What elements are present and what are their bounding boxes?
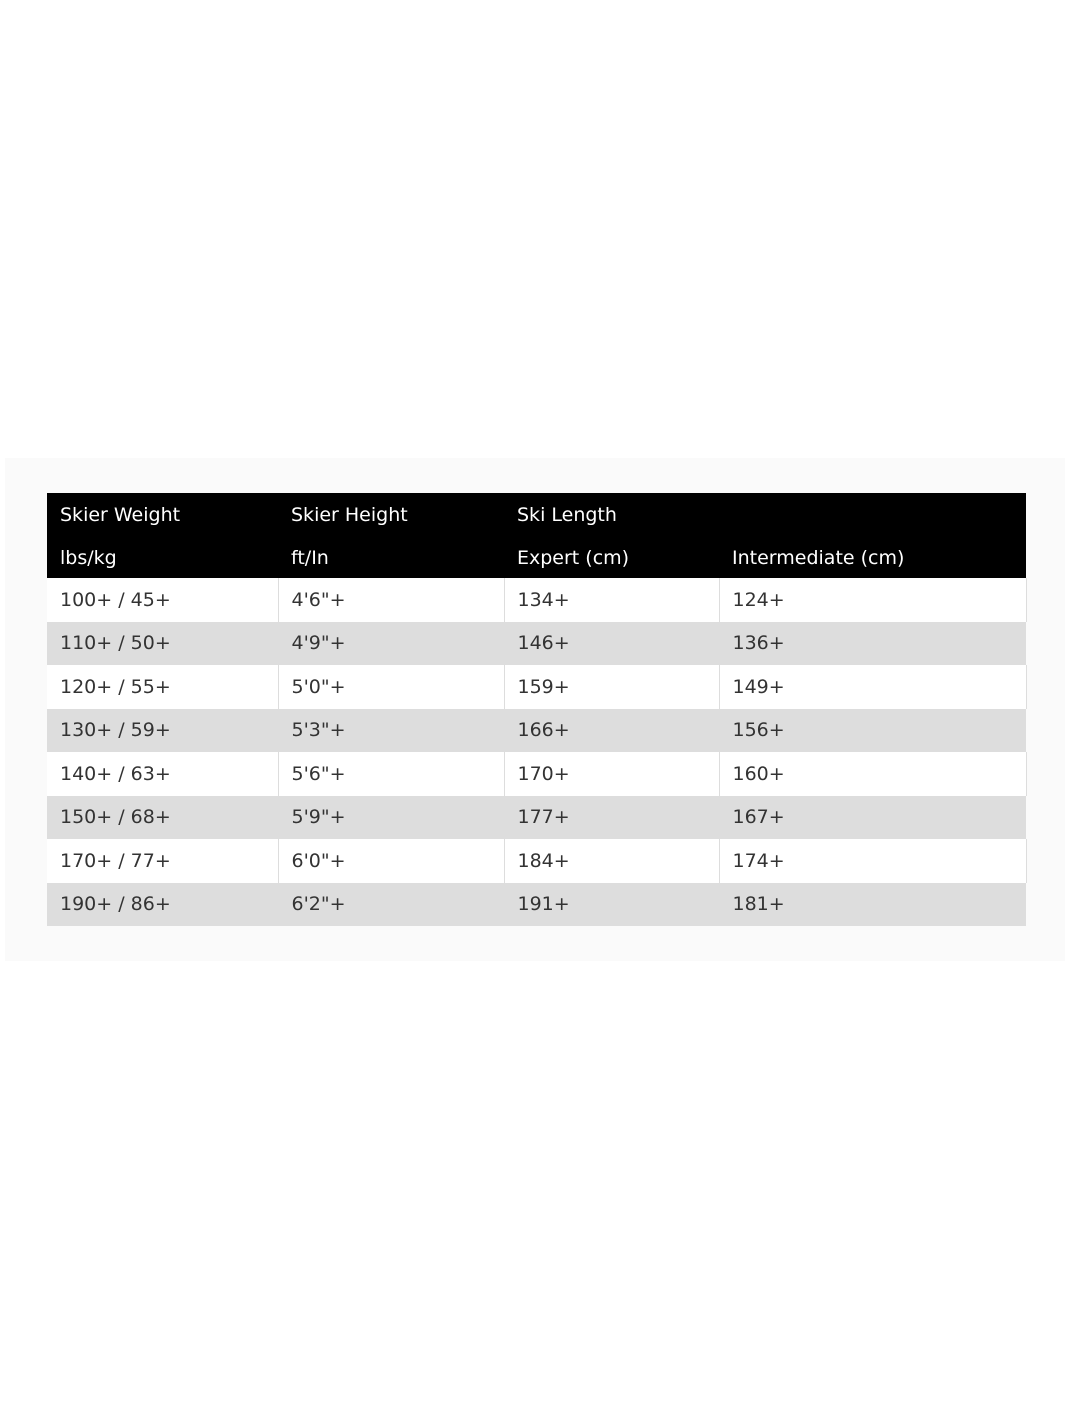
cell-height: 4'6"+ <box>278 578 504 622</box>
cell-expert-length: 166+ <box>504 709 719 753</box>
cell-intermediate-length: 167+ <box>719 796 1026 840</box>
cell-height: 5'6"+ <box>278 752 504 796</box>
cell-weight: 120+ / 55+ <box>47 665 278 709</box>
table-row <box>47 796 1026 840</box>
table-row <box>47 578 1026 622</box>
cell-intermediate-length: 181+ <box>719 883 1026 927</box>
table-row <box>47 839 1026 883</box>
cell-height: 4'9"+ <box>278 622 504 666</box>
cell-weight: 130+ / 59+ <box>47 709 278 753</box>
header-skier-weight: Skier Weight <box>47 493 278 537</box>
cell-intermediate-length: 156+ <box>719 709 1026 753</box>
cell-expert-length: 170+ <box>504 752 719 796</box>
cell-expert-length: 184+ <box>504 839 719 883</box>
cell-weight: 190+ / 86+ <box>47 883 278 927</box>
cell-weight: 150+ / 68+ <box>47 796 278 840</box>
table-row <box>47 622 1026 666</box>
cell-weight: 100+ / 45+ <box>47 578 278 622</box>
header-ski-length: Ski Length <box>504 493 719 537</box>
cell-height: 5'0"+ <box>278 665 504 709</box>
cell-weight: 110+ / 50+ <box>47 622 278 666</box>
cell-expert-length: 159+ <box>504 665 719 709</box>
cell-expert-length: 134+ <box>504 578 719 622</box>
cell-weight: 170+ / 77+ <box>47 839 278 883</box>
cell-intermediate-length: 160+ <box>719 752 1026 796</box>
header-row-units <box>47 537 1026 578</box>
table-header <box>47 493 1026 578</box>
cell-height: 6'0"+ <box>278 839 504 883</box>
table-row <box>47 752 1026 796</box>
cell-height: 5'9"+ <box>278 796 504 840</box>
table-row <box>47 883 1026 927</box>
cell-weight: 140+ / 63+ <box>47 752 278 796</box>
header-unit-height: ft/In <box>278 537 504 578</box>
header-intermediate: Intermediate (cm) <box>719 537 1026 578</box>
header-unit-weight: lbs/kg <box>47 537 278 578</box>
header-empty <box>719 493 1026 537</box>
cell-expert-length: 146+ <box>504 622 719 666</box>
cell-intermediate-length: 149+ <box>719 665 1026 709</box>
header-expert: Expert (cm) <box>504 537 719 578</box>
cell-expert-length: 177+ <box>504 796 719 840</box>
header-row-titles <box>47 493 1026 537</box>
header-skier-height: Skier Height <box>278 493 504 537</box>
table-row <box>47 709 1026 753</box>
cell-intermediate-length: 136+ <box>719 622 1026 666</box>
cell-height: 5'3"+ <box>278 709 504 753</box>
cell-height: 6'2"+ <box>278 883 504 927</box>
cell-expert-length: 191+ <box>504 883 719 927</box>
cell-intermediate-length: 174+ <box>719 839 1026 883</box>
ski-size-chart-table <box>47 493 1027 926</box>
table-body <box>47 578 1026 926</box>
table-row <box>47 665 1026 709</box>
cell-intermediate-length: 124+ <box>719 578 1026 622</box>
